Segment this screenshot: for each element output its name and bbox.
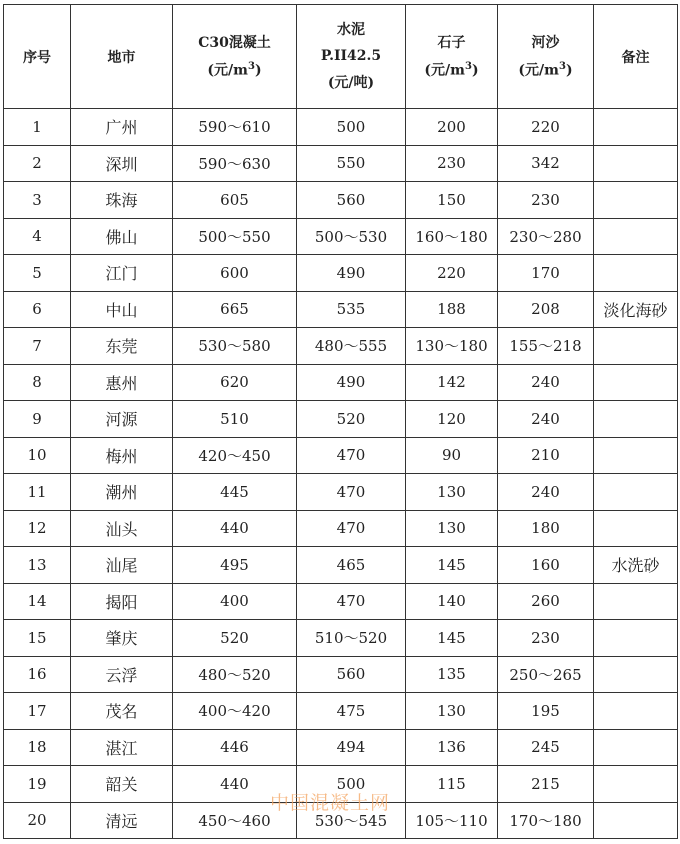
cell-note bbox=[594, 364, 678, 401]
cell-seq: 1 bbox=[4, 109, 71, 146]
cell-city: 梅州 bbox=[71, 437, 173, 474]
cell-sand: 230～280 bbox=[498, 218, 594, 255]
cell-concrete: 590～610 bbox=[173, 109, 297, 146]
cell-stone: 130 bbox=[406, 693, 498, 730]
table-row bbox=[4, 693, 678, 730]
cell-stone: 130 bbox=[406, 474, 498, 511]
table-row bbox=[4, 802, 678, 839]
cell-concrete: 450～460 bbox=[173, 802, 297, 839]
cell-cement: 500～530 bbox=[297, 218, 406, 255]
cell-sand: 250～265 bbox=[498, 656, 594, 693]
cell-sand: 170 bbox=[498, 255, 594, 292]
cell-sand: 215 bbox=[498, 766, 594, 803]
table-row bbox=[4, 547, 678, 584]
cell-city: 云浮 bbox=[71, 656, 173, 693]
header-concrete: C30混凝土 (元$/m^3$) bbox=[173, 5, 297, 109]
header-cement: 水泥 P.II42.5 (元/吨) bbox=[297, 5, 406, 109]
header-row bbox=[4, 5, 678, 109]
cell-sand: 195 bbox=[498, 693, 594, 730]
table-row bbox=[4, 437, 678, 474]
cell-stone: 130 bbox=[406, 510, 498, 547]
cell-seq: 8 bbox=[4, 364, 71, 401]
cell-stone: 135 bbox=[406, 656, 498, 693]
cell-seq: 12 bbox=[4, 510, 71, 547]
cell-cement: 535 bbox=[297, 291, 406, 328]
cell-city: 韶关 bbox=[71, 766, 173, 803]
cell-note bbox=[594, 766, 678, 803]
header-seq: 序号 bbox=[4, 5, 71, 109]
cell-seq: 3 bbox=[4, 182, 71, 219]
cell-note bbox=[594, 729, 678, 766]
table-row bbox=[4, 729, 678, 766]
cell-cement: 494 bbox=[297, 729, 406, 766]
cell-city: 茂名 bbox=[71, 693, 173, 730]
cell-concrete: 510 bbox=[173, 401, 297, 438]
cell-sand: 160 bbox=[498, 547, 594, 584]
cell-seq: 19 bbox=[4, 766, 71, 803]
cell-concrete: 420～450 bbox=[173, 437, 297, 474]
cell-city: 广州 bbox=[71, 109, 173, 146]
table-row bbox=[4, 766, 678, 803]
cell-cement: 490 bbox=[297, 364, 406, 401]
cell-concrete: 530～580 bbox=[173, 328, 297, 365]
cell-cement: 510～520 bbox=[297, 620, 406, 657]
cell-note bbox=[594, 510, 678, 547]
cell-cement: 560 bbox=[297, 656, 406, 693]
table-row bbox=[4, 364, 678, 401]
cell-note bbox=[594, 693, 678, 730]
table-row bbox=[4, 583, 678, 620]
cell-city: 深圳 bbox=[71, 145, 173, 182]
cell-note bbox=[594, 145, 678, 182]
price-table bbox=[3, 4, 678, 839]
cell-concrete: 440 bbox=[173, 510, 297, 547]
cell-stone: 120 bbox=[406, 401, 498, 438]
cell-concrete: 440 bbox=[173, 766, 297, 803]
cell-note bbox=[594, 474, 678, 511]
cell-stone: 142 bbox=[406, 364, 498, 401]
cell-city: 揭阳 bbox=[71, 583, 173, 620]
cell-sand: 240 bbox=[498, 474, 594, 511]
cell-stone: 200 bbox=[406, 109, 498, 146]
cell-seq: 2 bbox=[4, 145, 71, 182]
watermark: 中国混凝土网 bbox=[270, 792, 391, 814]
table-row bbox=[4, 510, 678, 547]
cell-city: 肇庆 bbox=[71, 620, 173, 657]
header-note: 备注 bbox=[594, 5, 678, 109]
table-row bbox=[4, 145, 678, 182]
cell-stone: 130～180 bbox=[406, 328, 498, 365]
cell-note bbox=[594, 802, 678, 839]
cell-concrete: 665 bbox=[173, 291, 297, 328]
cell-city: 河源 bbox=[71, 401, 173, 438]
table-row bbox=[4, 474, 678, 511]
cell-sand: 208 bbox=[498, 291, 594, 328]
cell-cement: 470 bbox=[297, 510, 406, 547]
cell-cement: 530～545 bbox=[297, 802, 406, 839]
cell-seq: 14 bbox=[4, 583, 71, 620]
cell-note: 水洗砂 bbox=[594, 547, 678, 584]
cell-concrete: 605 bbox=[173, 182, 297, 219]
cell-seq: 9 bbox=[4, 401, 71, 438]
cell-stone: 90 bbox=[406, 437, 498, 474]
cell-stone: 220 bbox=[406, 255, 498, 292]
cell-note bbox=[594, 401, 678, 438]
cell-sand: 260 bbox=[498, 583, 594, 620]
cell-stone: 115 bbox=[406, 766, 498, 803]
cell-sand: 170～180 bbox=[498, 802, 594, 839]
cell-note bbox=[594, 328, 678, 365]
cell-stone: 105～110 bbox=[406, 802, 498, 839]
cell-stone: 145 bbox=[406, 547, 498, 584]
cell-sand: 240 bbox=[498, 401, 594, 438]
cell-cement: 560 bbox=[297, 182, 406, 219]
cell-sand: 210 bbox=[498, 437, 594, 474]
cell-concrete: 400～420 bbox=[173, 693, 297, 730]
cell-note bbox=[594, 583, 678, 620]
cell-note: 淡化海砂 bbox=[594, 291, 678, 328]
cell-seq: 15 bbox=[4, 620, 71, 657]
table-row bbox=[4, 255, 678, 292]
cell-cement: 500 bbox=[297, 766, 406, 803]
cell-seq: 16 bbox=[4, 656, 71, 693]
cell-seq: 13 bbox=[4, 547, 71, 584]
cell-concrete: 590～630 bbox=[173, 145, 297, 182]
cell-concrete: 446 bbox=[173, 729, 297, 766]
cell-cement: 550 bbox=[297, 145, 406, 182]
cell-stone: 140 bbox=[406, 583, 498, 620]
cell-city: 东莞 bbox=[71, 328, 173, 365]
cell-sand: 230 bbox=[498, 620, 594, 657]
cell-city: 汕尾 bbox=[71, 547, 173, 584]
cell-stone: 160～180 bbox=[406, 218, 498, 255]
cell-city: 潮州 bbox=[71, 474, 173, 511]
cell-sand: 230 bbox=[498, 182, 594, 219]
cell-stone: 136 bbox=[406, 729, 498, 766]
cell-seq: 6 bbox=[4, 291, 71, 328]
cell-concrete: 445 bbox=[173, 474, 297, 511]
cell-stone: 145 bbox=[406, 620, 498, 657]
cell-cement: 500 bbox=[297, 109, 406, 146]
cell-cement: 470 bbox=[297, 437, 406, 474]
cell-cement: 520 bbox=[297, 401, 406, 438]
cell-seq: 7 bbox=[4, 328, 71, 365]
cell-concrete: 495 bbox=[173, 547, 297, 584]
cell-seq: 4 bbox=[4, 218, 71, 255]
cell-cement: 470 bbox=[297, 474, 406, 511]
cell-concrete: 500～550 bbox=[173, 218, 297, 255]
cell-seq: 17 bbox=[4, 693, 71, 730]
cell-seq: 5 bbox=[4, 255, 71, 292]
header-sand: 河沙 (元$/m^3$) bbox=[498, 5, 594, 109]
cell-cement: 465 bbox=[297, 547, 406, 584]
cell-seq: 20 bbox=[4, 802, 71, 839]
cell-city: 清远 bbox=[71, 802, 173, 839]
table-row bbox=[4, 656, 678, 693]
cell-note bbox=[594, 656, 678, 693]
table-row bbox=[4, 401, 678, 438]
cell-concrete: 480～520 bbox=[173, 656, 297, 693]
cell-cement: 480～555 bbox=[297, 328, 406, 365]
table-row bbox=[4, 620, 678, 657]
cell-city: 江门 bbox=[71, 255, 173, 292]
cell-note bbox=[594, 620, 678, 657]
table-row bbox=[4, 291, 678, 328]
cell-sand: 240 bbox=[498, 364, 594, 401]
cell-concrete: 620 bbox=[173, 364, 297, 401]
cell-city: 佛山 bbox=[71, 218, 173, 255]
cell-note bbox=[594, 437, 678, 474]
cell-note bbox=[594, 109, 678, 146]
cell-cement: 475 bbox=[297, 693, 406, 730]
cell-stone: 230 bbox=[406, 145, 498, 182]
cell-cement: 470 bbox=[297, 583, 406, 620]
cell-sand: 155～218 bbox=[498, 328, 594, 365]
cell-sand: 342 bbox=[498, 145, 594, 182]
cell-stone: 150 bbox=[406, 182, 498, 219]
table-row bbox=[4, 328, 678, 365]
cell-note bbox=[594, 182, 678, 219]
cell-city: 汕头 bbox=[71, 510, 173, 547]
cell-seq: 18 bbox=[4, 729, 71, 766]
table-body bbox=[4, 109, 678, 839]
cell-concrete: 520 bbox=[173, 620, 297, 657]
table-row bbox=[4, 109, 678, 146]
header-stone: 石子 (元$/m^3$) bbox=[406, 5, 498, 109]
cell-note bbox=[594, 255, 678, 292]
cell-concrete: 600 bbox=[173, 255, 297, 292]
cell-stone: 188 bbox=[406, 291, 498, 328]
cell-city: 珠海 bbox=[71, 182, 173, 219]
cell-sand: 180 bbox=[498, 510, 594, 547]
cell-city: 惠州 bbox=[71, 364, 173, 401]
cell-seq: 10 bbox=[4, 437, 71, 474]
table-row bbox=[4, 182, 678, 219]
cell-city: 中山 bbox=[71, 291, 173, 328]
cell-sand: 220 bbox=[498, 109, 594, 146]
cell-sand: 245 bbox=[498, 729, 594, 766]
cell-concrete: 400 bbox=[173, 583, 297, 620]
cell-cement: 490 bbox=[297, 255, 406, 292]
header-city: 地市 bbox=[71, 5, 173, 109]
cell-note bbox=[594, 218, 678, 255]
cell-city: 湛江 bbox=[71, 729, 173, 766]
table-row bbox=[4, 218, 678, 255]
cell-seq: 11 bbox=[4, 474, 71, 511]
